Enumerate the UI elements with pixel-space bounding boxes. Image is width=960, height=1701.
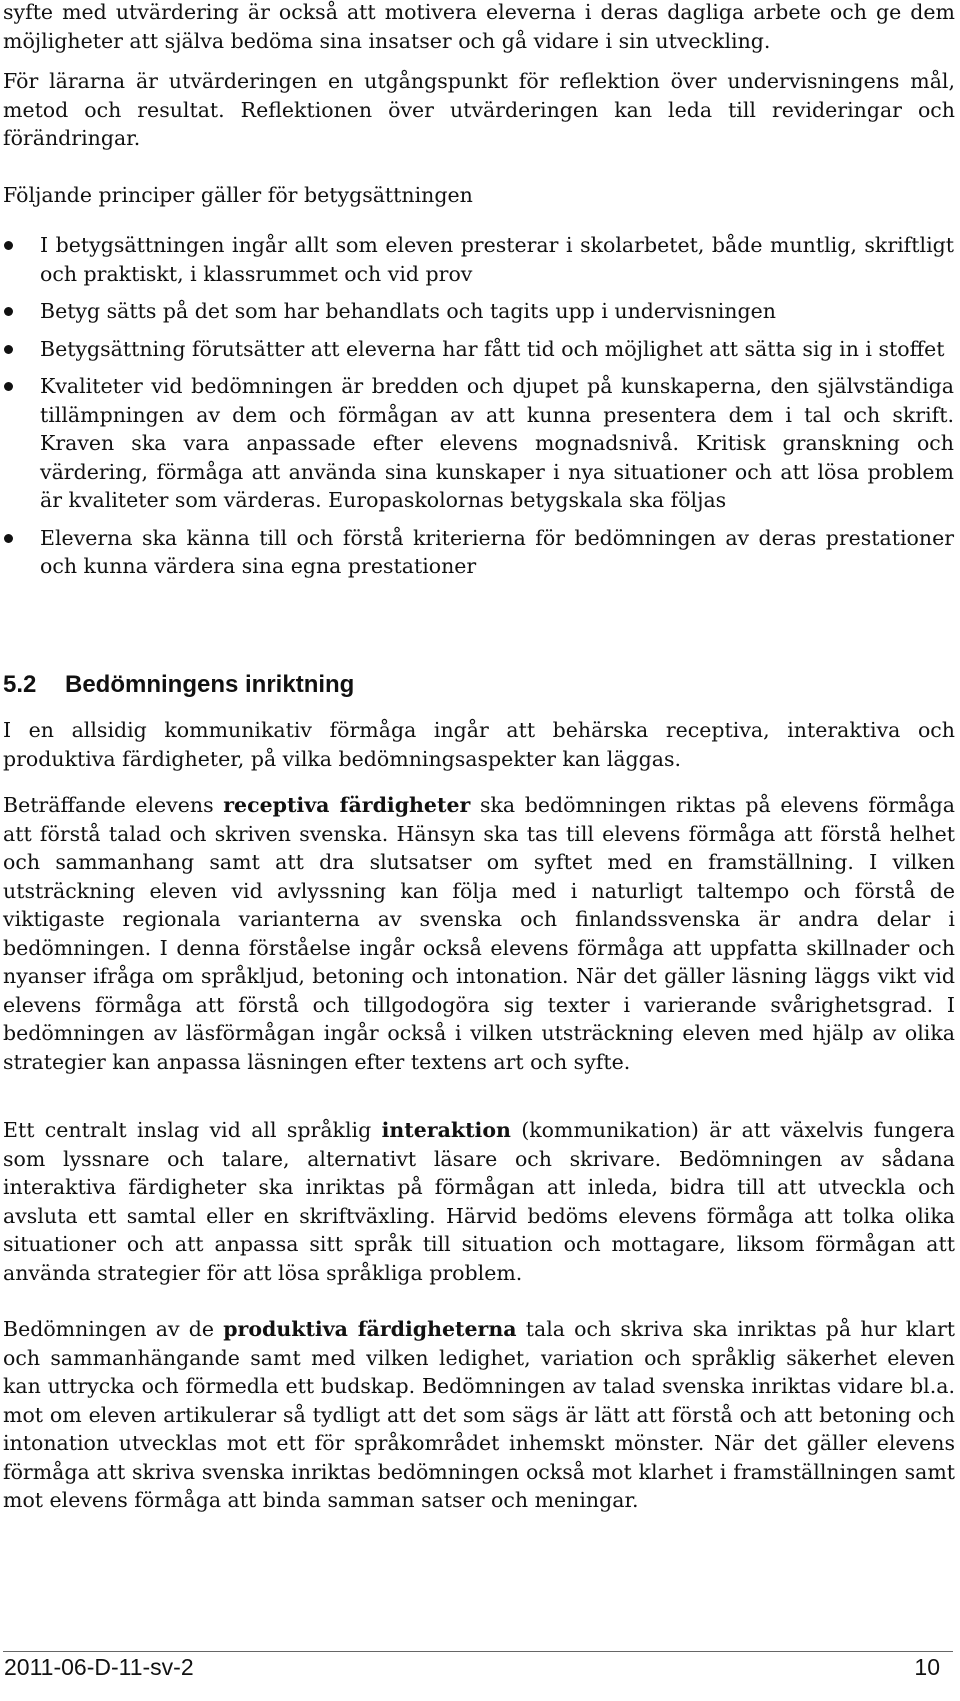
bullet-icon [4, 307, 13, 316]
text-run: (kommunikation) är att växelvis fungera som lyssnare och talare, alternativt läsare och skrivare. Bedömningen av sådana interaktiva färdigheter ska inriktas på förmågan att inleda, bidra till att utveckla och avsluta ett samtal eller en skriftväxling. Härvid bedöms elevens förmåga att tolka olika situationer och att anpassa sitt språk till situation och mottagare, liksom förmågan att använda strategier för att lösa språkliga problem. [3, 1118, 955, 1285]
text-run: Ett centralt inslag vid all språklig [3, 1118, 382, 1142]
list-item [0, 372, 954, 515]
list-item-text: Kvaliteter vid bedömningen är bredden och djupet på kunskaperna, den självständiga tillämpningen av dem och förmågan av att kunna presentera dem i tal och skrift. Kraven ska vara anpassade efter elevens mognadsnivå. Kritisk granskning och värdering, förmåga att använda sina kunskaper i nya situationer och att lösa problem är kvaliteter som värderas. Europaskolornas betygskala ska följas [40, 374, 954, 512]
text-run: tala och skriva ska inriktas på hur klart och sammanhängande samt med vilken ledighet, variation och språklig säkerhet eleven kan uttrycka och förmedla ett budskap. Bedömningen av talad svenska inriktas vidare bl.a. mot om eleven artikulerar så tydligt att det som sägs är lätt att förstå och att betoning och intonation utvecklas mot ett för språkområdet inhemskt mönster. När det gäller elevens förmåga att skriva svenska inriktas bedömningen också mot klarhet i framställningen samt mot elevens förmåga att binda samman satser och meningar. [3, 1317, 955, 1512]
text-run: Bedömningen av de [3, 1317, 224, 1341]
bullet-icon [4, 534, 13, 543]
list-item-text: Betygsättning förutsätter att eleverna har fått tid och möjlighet att sätta sig in i stoffet [40, 336, 945, 361]
section-number: 5.2 [3, 671, 37, 698]
principles-intro: Följande principer gäller för betygsättningen [3, 183, 473, 207]
body-paragraph-receptive [3, 791, 955, 1076]
document-id: 2011-06-D-11-sv-2 [4, 1654, 194, 1680]
text-run: ska bedömningen riktas på elevens förmåga att förstå talad och skriven svenska. Hänsyn ska tas till elevens förmåga att förstå helhet och sammanhang samt att dra slutsatser om syftet med en framställning. I vilken utsträckning eleven vid avlyssning kan följa med i naturligt taltempo och förstå de viktigaste regionala varianterna av svenska och finlandssvenska är andra delar i bedömningen. I denna förståelse ingår också elevens förmåga att uppfatta skillnader och nyanser ifråga om språkljud, betoning och intonation. När det gäller läsning läggs vikt vid elevens förmåga att förstå och tillgodogöra sig texter i varierande svårighetsgrad. I bedömningen av läsförmågan ingår också i vilken utsträckning eleven med hjälp av olika strategier kan anpassa läsningen efter textens art och syfte. [3, 793, 955, 1074]
bullet-icon [4, 241, 13, 250]
section-heading [3, 670, 354, 700]
section-title: Bedömningens inriktning [65, 671, 355, 698]
list-item-text: I betygsättningen ingår allt som eleven presterar i skolarbetet, både muntlig, skriftligt och praktiskt, i klassrummet och vid prov [40, 233, 954, 286]
body-paragraph-interaction [3, 1116, 955, 1287]
list-item [0, 524, 954, 581]
principles-list [0, 231, 960, 590]
bullet-icon [4, 345, 13, 354]
emphasis-receptive: receptiva färdigheter [223, 793, 471, 817]
page-number: 10 [914, 1654, 940, 1680]
list-item-text: Betyg sätts på det som har behandlats och tagits upp i undervisningen [40, 299, 776, 323]
emphasis-interaction: interaktion [381, 1118, 511, 1142]
list-item-text: Eleverna ska känna till och förstå kriterierna för bedömningen av deras prestationer och kunna värdera sina egna prestationer [40, 525, 954, 578]
footer-divider [3, 1651, 953, 1652]
list-item [0, 335, 954, 364]
emphasis-productive: produktiva färdigheterna [223, 1317, 517, 1341]
text-run: Beträffande elevens [3, 793, 224, 817]
intro-paragraph-1: syfte med utvärdering är också att motivera eleverna i deras dagliga arbete och ge dem möjligheter att själva bedöma sina insatser och gå vidare i sin utveckling. [3, 0, 955, 53]
list-item [0, 231, 954, 288]
bullet-icon [4, 382, 13, 391]
list-item [0, 297, 954, 326]
body-paragraph-productive [3, 1315, 955, 1515]
body-paragraph-1: I en allsidig kommunikativ förmåga ingår att behärska receptiva, interaktiva och produktiva färdigheter, på vilka bedömningsaspekter kan läggas. [3, 718, 955, 771]
intro-paragraph-2: För lärarna är utvärderingen en utgångspunkt för reflektion över undervisningens mål, metod och resultat. Reflektionen över utvärderingen kan leda till revideringar och förändringar. [3, 69, 955, 150]
